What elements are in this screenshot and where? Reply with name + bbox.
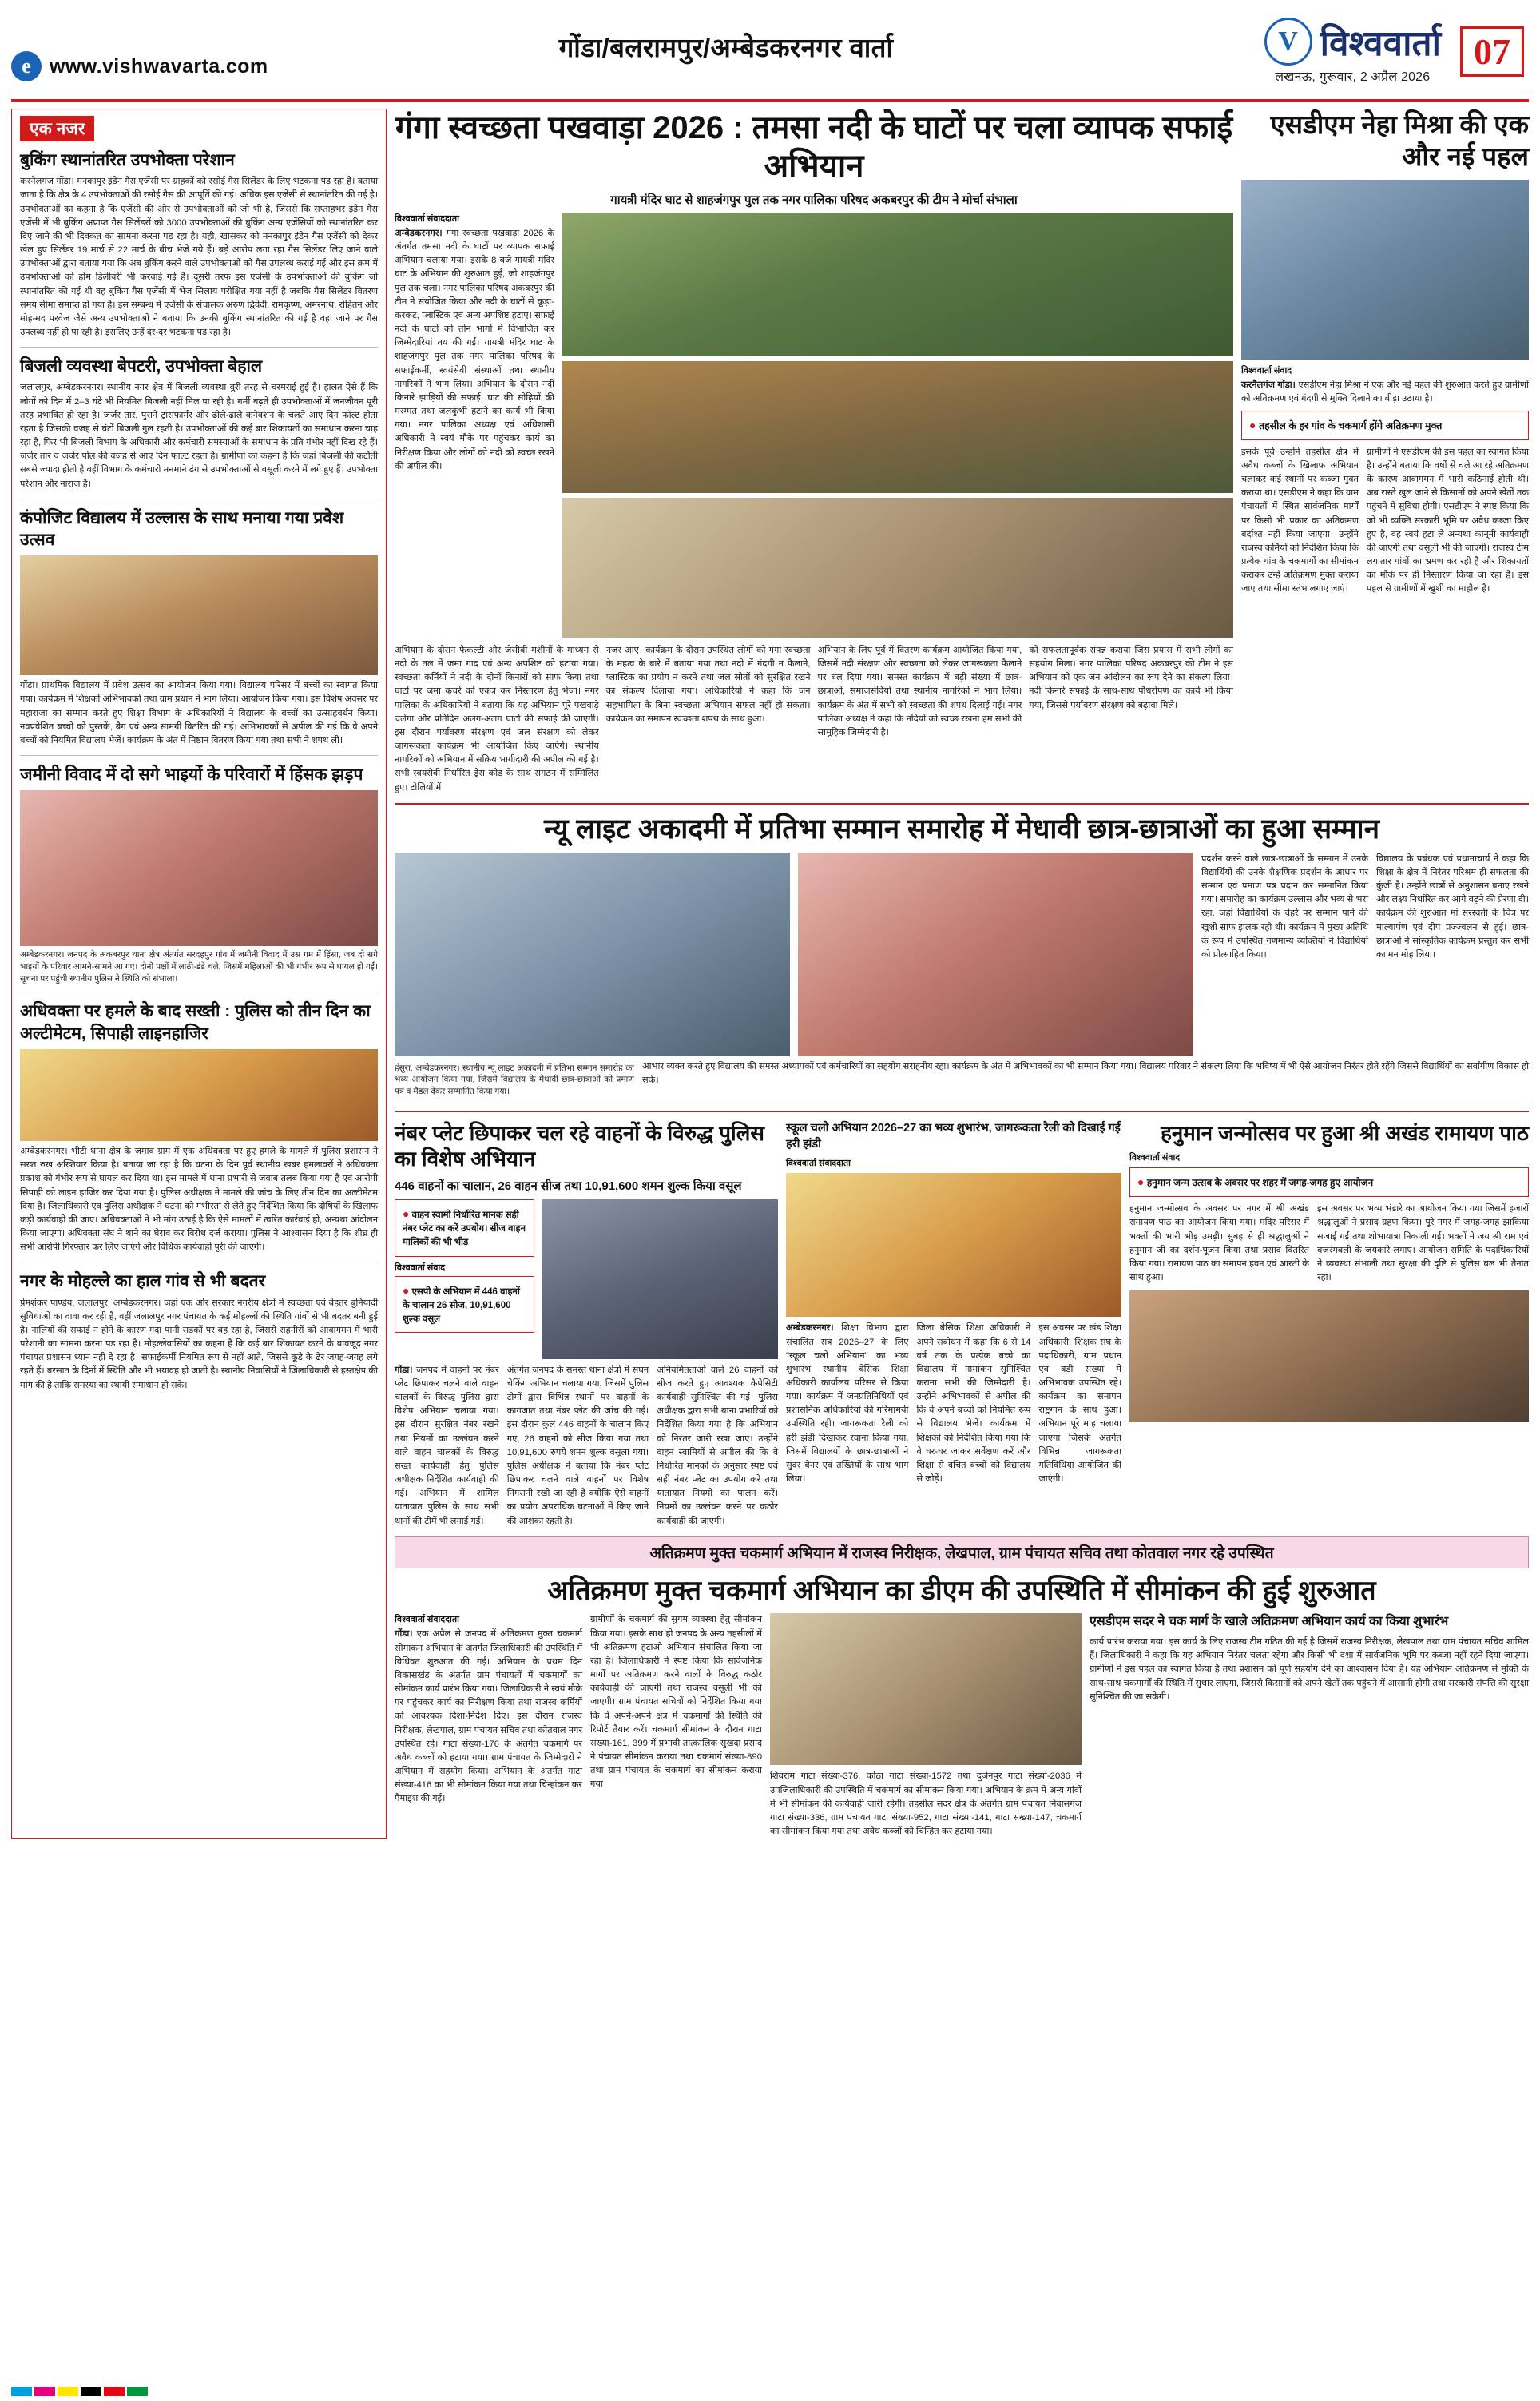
top-section: [395, 109, 1529, 795]
school-entry-festival-photo: [20, 555, 378, 675]
hanuman-story-headline[interactable]: हनुमान जन्मोत्सव पर हुआ श्री अखंड रामायण पाठ: [1161, 1120, 1529, 1145]
police-story: [395, 1120, 778, 1528]
sdm-story-highlight-text: तहसील के हर गांव के चकमार्ग होंगे अतिक्रमण मुक्त: [1258, 419, 1443, 431]
bottom-story-col-1-text-wrap: [395, 1628, 582, 1806]
sdm-story-highlight-box: [1241, 411, 1529, 440]
sdm-story-lead-text: एसडीएम नेहा मिश्रा ने एक और नई पहल की शुरुआत करते हुए ग्रामीणों को अतिक्रमण एवं गंदगी से मुक्ति दिलाने का बीड़ा उठाया है।: [1241, 380, 1529, 403]
bottom-story-col-3: शिवराम गाटा संख्या-376, कोठा गाटा संख्या-1572 तथा दुर्जनपुर गाटा संख्या-2036 में उपजिलाधिकारी की उपस्थिति में चकमार्ग का सीमांकन किया गया। अभियान के क्रम में अन्य गांवों में भी सीमांकन की कार्यवाही जारी रहेगी। तहसील सदर क्षेत्र के अंतर्गत ग्राम पंचायत निवासगंज गाटा संख्या-336, ग्राम पंचायत गाटा संख्या-952, गाटा संख्या-141, गाटा संख्या-147, चकमार्ग का सीमांकन किया गया तथा अवैध कब्जों को चिन्हित कर हटाया गया।: [770, 1771, 1082, 1837]
edition-title: गोंडा/बलरामपुर/अम्बेडकरनगर वार्ता: [558, 33, 894, 62]
hanuman-highlight-text: हनुमान जन्म उत्सव के अवसर पर शहर में जगह-जगह हुए आयोजन: [1146, 1177, 1374, 1189]
bottom-story-col-2: ग्रामीणों के चकमार्ग की सुगम व्यवस्था हेतु सीमांकन किया गया। इसके साथ ही जनपद के अन्य तहसीलों में भी अतिक्रमण हटाओ अभियान संचालित किया जा रहा है। जिलाधिकारी ने स्पष्ट किया कि सार्वजनिक मार्गों पर अतिक्रमण करने वालों के विरुद्ध कठोर कार्यवाही की जाएगी तथा राजस्व वसूली भी की जाएगी। ग्राम पंचायत सचिवों को निर्देशित किया गया कि वे अपने-अपने क्षेत्र में चकमार्गों की स्थिति की रिपोर्ट तैयार करें। चकमार्ग सीमांकन के दौरान गाटा संख्या-161, 399 में प्रभावी तात्कालिक सुखदा प्रसाद ने पंचायत सीमांकन कराया तथा चकमार्ग संख्या-890 तथा ग्राम पंचायत के चकमार्ग का सीमांकन कराया गया।: [590, 1615, 762, 1790]
main-story-lower-columns: [395, 644, 1233, 795]
police-story-boxes: [395, 1199, 534, 1359]
main-story-text-col4: अभियान के लिए पूर्व में वितरण कार्यक्रम आयोजित किया गया, जिसमें नदी संरक्षण और स्वच्छता को लेकर जागरूकता फैलाने पर बल दिया गया। समस्त कार्यक्रम में बड़ी संख्या में छात्र-छात्राओं, समाजसेवियों तथा स्थानीय नागरिकों ने भाग लिया। कार्यक्रम के अंत में सभी को स्वच्छता की शपथ दिलाई गई। नगर पालिका अध्यक्ष ने कहा कि नदियों को स्वच्छ रखना हम सभी की सामूहिक जिम्मेदारी है।: [817, 646, 1022, 737]
cmyk-swatch: [104, 2387, 125, 2396]
bottom-story-columns: [395, 1613, 1529, 1839]
main-story: [395, 109, 1233, 795]
sdm-story-lead: [1241, 379, 1529, 406]
cmyk-swatch: [34, 2387, 55, 2396]
cmyk-swatch: [58, 2387, 78, 2396]
byline: विश्ववार्ता संवाद: [395, 1262, 446, 1273]
left-item-headline[interactable]: बिजली व्यवस्था बेपटरी, उपभोक्ता बेहाल: [20, 357, 263, 376]
left-sidebar-column: [11, 109, 387, 1839]
sdm-story: [1241, 109, 1529, 795]
dm-demarcation-photo: [770, 1613, 1082, 1765]
hanuman-story-col-2: इस अवसर पर भव्य भंडारे का आयोजन किया गया जिसमें हजारों श्रद्धालुओं ने प्रसाद ग्रहण किया। पूरे नगर में जगह-जगह झांकियां सजाई गईं तथा शोभायात्रा निकाली गई। भक्तों ने जय श्री राम एवं बजरंगबली के जयकारे लगाए। आयोजन समिति के पदाधिकारियों ने व्यवस्था संभाली तथा सुरक्षा की दृष्टि से पुलिस बल भी तैनात रहा।: [1316, 1204, 1529, 1283]
bullet-icon: ●: [1137, 1175, 1145, 1189]
masthead-website-block: [11, 8, 355, 94]
sdm-story-columns: [1241, 446, 1529, 597]
main-content-column: [395, 109, 1529, 1839]
award-story-columns: [1201, 853, 1529, 962]
police-highlight-1-text: वाहन स्वामी निर्धारित मानक सही नंबर प्लेट का करें उपयोग। सीज वाहन मालिकों की भी भीड़: [403, 1210, 526, 1248]
award-story-col-1: प्रदर्शन करने वाले छात्र-छात्राओं के सम्मान में उनके विद्यार्थियों की उनके शैक्षणिक प्रदर्शन के आधार पर सम्मान एवं प्रमाण पत्र प्रदान कर सम्मानित किया गया। समारोह का कार्यक्रम उल्लास और भव्य से भरा रहा, जहां विद्यार्थियों के चेहरे पर सम्मान पाने की खुशी साफ झलक रही थी। कार्यक्रम में मुख्य अतिथि के रूप में उपस्थित गणमान्य व्यक्तियों ने विद्यार्थियों को प्रोत्साहित किया।: [1201, 853, 1369, 960]
award-story-headline[interactable]: न्यू लाइट अकादमी में प्रतिभा सम्मान समारोह में मेधावी छात्र-छात्राओं का हुआ सम्मान: [543, 813, 1380, 845]
main-story-text: [395, 227, 554, 474]
police-online-graphic: [20, 1049, 378, 1141]
main-story-body: [395, 213, 1233, 638]
byline: विश्ववार्ता संवाददाता: [395, 214, 459, 224]
left-item-body: अम्बेडकरनगर। भीटी थाना क्षेत्र के जमाव ग्राम में एक अधिवक्ता पर हुए हमले के मामले में पुलिस प्रशासन ने सख्त रुख अख्तियार किया है। बताया जा रहा है कि घटना के दिन पूर्व स्थानीय खबर हमलावरों ने अधिवक्ता प्रकाश को गंभीर रूप से घायल कर दिया था। इस मामले में थाना प्रभारी से जवाब तलब किया गया है एवं आरोपी सिपाही को लाइन हाजिर कर दिया गया है। पुलिस अधीक्षक ने मामले की जांच के लिए तीन दिन का अल्टीमेटम दिया है। जिलाधिकारी एवं पुलिस अधीक्षक ने घटना को गंभीरता से लेते हुए निर्देशित किया कि दोषियों के खिलाफ कड़ी कार्यवाही की जाए। अधिवक्ताओं ने भी मांग उठाई है कि ऐसे मामलों में त्वरित कार्रवाई हो, अन्यथा आंदोलन किया जाएगा। अधिवक्ता संघ ने थाने का घेराव कर विरोध दर्ज कराया। पुलिस ने आश्वासन दिया है कि शीघ्र ही सभी आरोपी गिरफ्तार कर लिए जाएंगे और विधिक कार्यवाही पूरी की जाएगी।: [20, 1147, 378, 1253]
main-story-headline[interactable]: गंगा स्वच्छता पखवाड़ा 2026 : तमसा नदी के घाटों पर चला व्यापक सफाई अभियान: [395, 110, 1233, 184]
section-label-ek-nazar: एक नजर: [20, 116, 94, 141]
river-cleaning-photo-1: [562, 213, 1233, 356]
bullet-icon: ●: [403, 1206, 410, 1220]
police-highlight-1: [395, 1199, 534, 1257]
award-story-col-2: विद्यालय के प्रबंधक एवं प्रधानाचार्य ने कहा कि शिक्षा के क्षेत्र में निरंतर परिश्रम ही सफलता की कुंजी है। उन्होंने छात्रों से अनुशासन बनाए रखने और लक्ष्य निर्धारित कर आगे बढ़ने की प्रेरणा दी। कार्यक्रम की शुरुआत मां सरस्वती के चित्र पर माल्यार्पण एवं दीप प्रज्ज्वलन से हुई। छात्र-छात्राओं ने सांस्कृतिक कार्यक्रम प्रस्तुत कर सभी का मन मोह लिया।: [1376, 853, 1529, 960]
left-item-body: जलालपुर, अम्बेडकरनगर। स्थानीय नगर क्षेत्र में बिजली व्यवस्था बुरी तरह से चरमराई हुई है। हालत ऐसे हैं कि लोगों को दिन में 2–3 घंटे भी नियमित बिजली नहीं मिल पा रही है। गर्मी बढ़ते ही उपभोक्ताओं में जनजीवन पूरी तरह प्रभावित हो रहा है। जर्जर तार, पुराने ट्रांसफार्मर और ढीले-ढाले कनेक्शन के चलते आए दिन फॉल्ट होता रहता है जिसकी वजह से घंटों बिजली गुल रहती है। उपभोक्ताओं की कई बार शिकायतों का समाधान करना चाह रहा है, फिर भी बिजली विभाग के अधिकारी और कर्मचारी समस्याओं के समाधान के प्रति गंभीर नहीं दिख रहे हैं। जर्जर तार व जर्जर पोल की वजह से आए दिन फाल्ट रहता है। ग्रामीणों का कहना है कि जहां बिजली की कटौती सबसे ज्यादा होती है वहीं विभाग के कर्मचारी मनमाने ढंग से उपभोक्ताओं से वसूली करने में लगे हुए हैं। उपभोक्ता परेशान और नाराज हैं।: [20, 383, 378, 489]
sdm-neha-mishra-photo: [1241, 180, 1529, 360]
bullet-icon: ●: [403, 1283, 410, 1297]
main-story-text-col2: अभियान के दौरान फैकल्टी और जेसीबी मशीनों के माध्यम से नदी के तल में जमा गाद एवं अन्य अपशिष्ट को हटाया गया। स्वच्छता कर्मियों ने नदी के दोनों किनारों को साफ किया तथा घाटों पर जमा कचरे को एकत्र कर निस्तारण हेतु भेजा। नगर पालिका के अधिकारियों ने बताया कि यह अभियान पूरे पखवाड़े चलेगा और प्रतिदिन अलग-अलग घाटों की सफाई की जाएगी। इस दौरान पर्यावरण संरक्षण एवं जल संरक्षण को लेकर जागरूकता कार्यक्रम भी आयोजित किए जाएंगे। स्थानीय नागरिकों को अभियान में सक्रिय भागीदारी की अपील की गई है। सभी स्वयंसेवी निर्धारित ड्रेस कोड के साथ संगठन में सम्मिलित हुए। टोलियों में: [395, 646, 599, 793]
award-photo-caption: हंसुरा, अम्बेडकरनगर। स्थानीय न्यू लाइट अकादमी में प्रतिभा सम्मान समारोह का भव्य आयोजन किया गया, जिसमें विद्यालय के मेधावी छात्र-छात्राओं को प्रमाण पत्र व मैडल देकर सम्मानित किया गया।: [395, 1063, 634, 1097]
police-story-top: [395, 1199, 778, 1359]
main-story-subhead: गायत्री मंदिर घाट से शाहजंगपुर पुल तक नगर पालिका परिषद अकबरपुर की टीम ने मोर्चा संभाला: [610, 193, 1018, 207]
byline: विश्ववार्ता संवाददाता: [786, 1159, 851, 1169]
website-url[interactable]: www.vishwavarta.com: [50, 54, 268, 78]
divider: [20, 347, 378, 348]
school-story-col-3: इस अवसर पर खंड शिक्षा अधिकारी, शिक्षक संघ के पदाधिकारी, ग्राम प्रधान एवं बड़ी संख्या में अभिभावक उपस्थित रहे। कार्यक्रम का समापन राष्ट्रगान के साथ हुआ। अभियान पूरे माह चलाया जाएगा जिसके अंतर्गत विभिन्न जागरूकता गतिविधियां आयोजित की जाएंगी।: [1038, 1323, 1121, 1485]
main-story-text-col3: नजर आए। कार्यक्रम के दौरान उपस्थित लोगों को गंगा स्वच्छता के महत्व के बारे में बताया गया तथा नदी में गंदगी न फैलाने, प्लास्टिक का प्रयोग न करने तथा जल स्रोतों को सुरक्षित रखने का संकल्प दिलाया गया। अधिकारियों ने कहा कि जन सहभागिता के बिना स्वच्छता अभियान सफल नहीं हो सकता। कार्यक्रम का समापन स्वच्छता शपथ के साथ हुआ।: [605, 646, 811, 724]
left-item-headline[interactable]: अधिवक्ता पर हमले के बाद सख्ती : पुलिस को तीन दिन का अल्टीमेटम, सिपाही लाइनहाजिर: [20, 1002, 371, 1043]
police-highlight-2-text: एसपी के अभियान में 446 वाहनों के चालान 26 सीज, 10,91,600 शुल्क वसूल: [403, 1286, 520, 1325]
school-story-col-1: [786, 1322, 908, 1486]
school-story-col-2: जिला बेसिक शिक्षा अधिकारी ने अपने संबोधन में कहा कि 6 से 14 वर्ष तक के प्रत्येक बच्चे का विद्यालय में नामांकन सुनिश्चित कराना सभी की जिम्मेदारी है। उन्होंने अभिभावकों से अपील की कि वे अपने बच्चों को नियमित रूप से विद्यालय भेजें। कार्यक्रम में शिक्षकों को निर्देशित किया गया कि वे घर-घर जाकर सर्वेक्षण करें और शिक्षा से वंचित बच्चों को विद्यालय से जोड़ें।: [916, 1323, 1031, 1485]
school-story: [786, 1120, 1121, 1528]
police-story-headline[interactable]: नंबर प्लेट छिपाकर चल रहे वाहनों के विरुद्ध पुलिस का विशेष अभियान: [395, 1120, 764, 1171]
dateline: गोंडा।: [395, 1365, 413, 1375]
brand-block: [1097, 8, 1529, 94]
cmyk-registration-bars-left: [11, 2387, 148, 2396]
three-story-band: [395, 1120, 1529, 1528]
school-story-headline[interactable]: स्कूल चलो अभियान 2026–27 का भव्य शुभारंभ, जागरूकता रैली को दिखाई गई हरी झंडी: [786, 1121, 1121, 1151]
bottom-story-col-1-text: एक अप्रैल से जनपद में अतिक्रमण मुक्त चकमार्ग सीमांकन अभियान के अंतर्गत जिलाधिकारी की उपस्थिति में विधिवत शुरुआत की गई। अभियान के प्रथम दिन विकासखंड के अंतर्गत ग्राम पंचायतों में चकमार्गों का सीमांकन कार्य प्रारंभ किया गया। जिलाधिकारी ने स्वयं मौके पर पहुंचकर कार्य का निरीक्षण किया तथा राजस्व कर्मियों को आवश्यक दिशा-निर्देश दिए। इस दौरान राजस्व निरीक्षक, लेखपाल, ग्राम पंचायत सचिव तथा कोतवाल नगर उपस्थित रहे। गाटा संख्या-176 के अंतर्गत चकमार्ग पर अवैध कब्जों को हटाया गया। ग्राम पंचायत के जिम्मेदारों ने अभियान में सहयोग किया। अभियान के अंतर्गत गाटा संख्या-416 का भी सीमांकन किया गया तथा चिन्हांकन कर पैमाइश की गई।: [395, 1629, 582, 1804]
left-item-body: प्रेमशंकर पाण्डेय, जलालपुर, अम्बेडकरनगर। जहां एक ओर सरकार नगरीय क्षेत्रों में स्वच्छता एवं बेहतर बुनियादी सुविधाओं का दावा कर रही है, वहीं जलालपुर नगर पंचायत के कई मोहल्लों की स्थिति गांवों से भी बदतर बनी हुई है। नालियों की सफाई न होने के कारण गंदा पानी सड़कों पर बह रहा है, जिससे राहगीरों को आवागमन में भारी परेशानी का सामना करना पड़ रहा है। मोहल्लेवासियों का कहना है कि कई बार शिकायत करने के बावजूद नगर पंचायत प्रशासन ध्यान नहीं दे रहा है। सफाईकर्मी नियमित रूप से नहीं आते, जिससे कूड़े के ढेर जगह-जगह लगे रहते हैं। बरसात के दिनों में स्थिति और भी भयावह हो जाती है। स्थानीय निवासियों ने जिलाधिकारी से हस्तक्षेप की मांग की है ताकि समस्या का स्थायी समाधान हो सके।: [20, 1298, 378, 1390]
brand-name: विश्ववार्ता: [1320, 24, 1441, 63]
left-item-body: गोंडा। प्राथमिक विद्यालय में प्रवेश उत्सव का आयोजन किया गया। विद्यालय परिसर में बच्चों का स्वागत किया गया। कार्यक्रम में शिक्षकों अभिभावकों तथा ग्राम प्रधान ने भाग लिया। आयोजन किया गया। इस विशेष अवसर पर महाराजा का सम्मान करते हुए शिक्षा विभाग के अधिकारियों ने विद्यालय के बच्चों का उत्साहवर्धन किया। नवप्रवेशित बच्चों को पुस्तकें, बैग एवं अन्य सामग्री वितरित की गई। अभिभावकों से अपील की गई कि वे अपने बच्चों को नियमित विद्यालय भेजें। कार्यक्रम के अंत में मिष्ठान वितरण किया गया तथा सभी ने शपथ ली।: [20, 681, 378, 745]
award-story-text-block: [1201, 853, 1529, 1056]
sdm-story-col-1: इसके पूर्व उन्होंने तहसील क्षेत्र में अवैध कब्जों के खिलाफ अभियान चलाकर कई स्थानों पर कब्जा मुक्त कराया था। एसडीएम ने कहा कि ग्राम पंचायतों में स्थित सार्वजनिक मार्गों पर किसी भी प्रकार का अतिक्रमण बर्दाश्त नहीं किया जाएगा। उन्होंने राजस्व कर्मियों को निर्देशित किया कि प्रत्येक गांव के चकमार्गों का सीमांकन कराकर उन्हें अतिक्रमण मुक्त कराया जाए तथा सीमा स्तंभ लगाए जाएं।: [1241, 447, 1359, 594]
brand-dateline: लखनऊ, गुरूवार, 2 अप्रैल 2026: [1275, 70, 1431, 84]
page-number: 07: [1460, 26, 1524, 77]
school-campaign-vehicle-photo: [786, 1173, 1121, 1317]
main-story-col-1: [395, 213, 554, 638]
byline: विश्ववार्ता संवाद: [1241, 365, 1292, 376]
bottom-story-photo-wrap: [770, 1613, 1082, 1839]
edition-title-block: [355, 8, 1097, 94]
divider: [395, 1111, 1529, 1112]
vishwavarta-logo-icon: V: [1264, 18, 1312, 66]
left-item-headline[interactable]: नगर के मोहल्ले का हाल गांव से भी बदतर: [20, 1272, 266, 1291]
byline: विश्ववार्ता संवाद: [1129, 1153, 1181, 1163]
byline: विश्ववार्ता संवाददाता: [395, 1615, 459, 1625]
main-story-text-col1: गंगा स्वच्छता पखवाड़ा 2026 के अंतर्गत तमसा नदी के घाटों पर व्यापक सफाई अभियान चलाया गया। इसके 8 बजे गायत्री मंदिर घाट के अभियान की शुरुआत हुई, जो शाहजंगपुर पुल तक चला। नगर पालिका परिषद अकबरपुर की टीम ने संयोजित किया और नदी के घाटों से कूड़ा-करकट, प्लास्टिक एवं अन्य अपशिष्ट हटाए। सफाई नदी के घाटों को तीन भागों में विभाजित कर जिम्मेदारियां तय की गईं। गायत्री मंदिर घाट के शाहजंगपुर पुल तक नगर पालिका परिषद के सफाईकर्मी, स्वयंसेवी संस्थाओं तथा स्थानीय नागरिकों ने भाग लिया। अभियान के दौरान नदी किनारे झाड़ियों की सफाई, घाट की सीढ़ियों की मरम्मत तथा जलकुंभी हटाने का कार्य भी किया गया। नगर पालिका अध्यक्ष एवं अधिशासी अधिकारी ने स्वयं मौके पर पहुंचकर कार्य का निरीक्षण किया और लोगों को नदी को स्वच्छ रखने की अपील की।: [395, 229, 555, 471]
bullet-icon: ●: [1249, 418, 1256, 431]
globe-icon: e: [11, 51, 42, 81]
main-story-photo-stack: [562, 213, 1233, 638]
award-story: [395, 813, 1529, 1103]
award-story-col-3: आभार व्यक्त करते हुए विद्यालय की समस्त अध्यापकों एवं कर्मचारियों का सहयोग सराहनीय रहा। कार्यक्रम के अंत में अभिभावकों का भी सम्मान किया गया। विद्यालय परिवार ने संकल्प लिया कि भविष्य में भी ऐसे आयोजन निरंतर होते रहेंगे जिससे विद्यार्थियों का सर्वांगीण विकास हो सके।: [642, 1061, 1529, 1085]
police-highlight-2: [395, 1276, 534, 1334]
bottom-story-banner: अतिक्रमण मुक्त चकमार्ग अभियान में राजस्व निरीक्षक, लेखपाल, ग्राम पंचायत सचिव तथा कोतवाल नगर रहे उपस्थित: [395, 1536, 1529, 1568]
school-story-columns: [786, 1322, 1121, 1486]
left-item-headline[interactable]: बुकिंग स्थानांतरित उपभोक्ता परेशान: [20, 151, 235, 169]
cmyk-swatch: [127, 2387, 148, 2396]
hanuman-highlight-box: [1129, 1167, 1529, 1197]
divider: [20, 755, 378, 756]
bottom-story-col-4-wrap: [1090, 1613, 1529, 1839]
left-item-body: करनैलगंज गोंडा। मनकापुर इंडेन गैस एजेंसी पर ग्राहकों को रसोई गैस सिलेंडर के लिए भटकना पड़ रहा है। बताया जाता है कि क्षेत्र के 4 उपभोक्ताओं की रसोई गैस की आपूर्ति की गई। अधिक इस एजेंसी से स्थानांतरित की गई है। उपभोक्ताओं का कहना है कि एजेंसी की ओर से उपभोक्ताओं को जो भी है, जिससे कि सप्ताहभर इंडेन गैस एजेंसी में भी बुकिंग अप्राप्त गैस सिलेंडरों को 3000 उपभोक्ताओं की बुकिंग अन्य एजेंसियों को स्थानांतरित कर दिए जाने की भी दिक्कत का सामना करना पड़ रहा है। यही, खासकर को मनकापुर इंडेन गैस एजेंसी को देकर खेल हुए सिलेंडर 19 मार्च से 22 मार्च के बीच भेजे गये हैं। बड़े आरोप लगा रहा गैस सिलेंडर लिए जाने वाले उपभोक्ताओं द्वारा बताया गया कि अब बुकिंग करने वाले उपभोक्ताओं को गैस उपलब्ध कराई गई और इस क्रम में उपभोक्ताओं को होम डिलीवरी भी करवाई गई है। दूसरी तरफ इस एजेंसी के उपभोक्ताओं की बुकिंग जो स्थानांतरित की गई थी वह बुकिंग गैस एजेंसी में भेज सिलाय परीक्षित गया नहीं है जबकि गैस सिलेंडर वितरण समय सीमा समाप्त हो गया है। इस सम्बन्ध में एजेंसी के संचालक अरुण द्विवेदी, रामकृष्ण, अमरनाथ, रोहितन और मोहम्मद परवेज जैसे अन्य उपभोक्ताओं ने बताया कि उनकी बुकिंग स्थानांतरित की गई है वहां जाने पर गैस उपलब्ध नहीं हो पा रही है। इसलिए उन्हें दर-दर भटकना पड़ रहा है।: [20, 177, 378, 338]
police-story-col-1: [395, 1364, 499, 1528]
brand-row: [1264, 18, 1441, 66]
school-story-col-1-text: शिक्षा विभाग द्वारा संचालित सत्र 2026–27 के लिए "स्कूल चलो अभियान" का भव्य शुभारंभ स्थानीय बेसिक शिक्षा अधिकारी कार्यालय परिसर से किया गया। कार्यक्रम में जनप्रतिनिधियों एवं प्रशासनिक अधिकारियों की गरिमामयी उपस्थिति रही। जागरूकता रैली को हरी झंडी दिखाकर रवाना किया गया, जिसमें विद्यालयों के छात्र-छात्राओं ने सुंदर बैनर एवं तख्तियों के साथ भाग लिया।: [786, 1323, 909, 1485]
dateline: गोंडा।: [395, 1629, 413, 1640]
bottom-story: [395, 1575, 1529, 1839]
dateline: अम्बेडकरनगर।: [786, 1323, 834, 1334]
award-ceremony-stage-photo: [395, 853, 790, 1056]
main-story-text-col5: को सफलतापूर्वक संपन्न कराया जिस प्रयास में सभी लोगों का सहयोग मिला। नगर पालिका परिषद अकबरपुर की टीम ने इस अभियान को एक जन आंदोलन का रूप देने का संकल्प लिया। नदी किनारे सफाई के साथ-साथ पौधरोपण का कार्य भी किया गया, जिससे पर्यावरण संरक्षण को बढ़ावा मिले।: [1029, 646, 1233, 710]
river-cleaning-photo-2: [562, 361, 1233, 493]
bottom-story-col-1: [395, 1613, 582, 1839]
sdm-story-col-2: ग्रामीणों ने एसडीएम की इस पहल का स्वागत किया है। उन्होंने बताया कि वर्षों से चले आ रहे अतिक्रमण के कारण आवागमन में भारी कठिनाई होती थी। अब रास्ते खुल जाने से किसानों को अपने खेतों तक पहुंचने में सुविधा होगी। एसडीएम ने स्पष्ट किया कि जो भी व्यक्ति सरकारी भूमि पर अवैध कब्जा किए हुए है, वह स्वयं हटा ले अन्यथा कानूनी कार्यवाही की जाएगी तथा वसूली भी की जाएगी। राजस्व टीम लगातार गांवों का भ्रमण कर रही है और शिकायतों का मौके पर ही निस्तारण किया जा रहा है। इस पहल से ग्रामीणों में खुशी का माहौल है।: [1366, 447, 1529, 594]
hanuman-janmotsav-photo: [1129, 1290, 1529, 1422]
two-families-clash-photo: [20, 790, 378, 946]
river-cleaning-photo-3: [562, 498, 1233, 638]
bottom-story-col-4: कार्य प्रारंभ कराया गया। इस कार्य के लिए राजस्व टीम गठित की गई है जिसमें राजस्व निरीक्षक, लेखपाल तथा ग्राम पंचायत सचिव शामिल हैं। जिलाधिकारी ने कहा कि यह अभियान निरंतर चलता रहेगा और किसी भी दशा में सार्वजनिक भूमि पर कब्जा नहीं रहने दिया जाएगा। ग्रामीणों ने इस पहल का स्वागत किया है तथा प्रशासन को पूर्ण सहयोग देने का आश्वासन दिया है। यह अभियान अतिक्रमण से मुक्ति के साथ-साथ चकमार्गों की स्थिति में सुधार लाएगा, जिससे किसानों को अपने खेतों तक पहुंचने में आसानी होगी तथा सरकारी संपत्ति की सुरक्षा सुनिश्चित की जा सकेगी।: [1090, 1637, 1529, 1702]
hanuman-story-columns: [1129, 1202, 1529, 1285]
award-story-photos: [395, 853, 1529, 1056]
dateline: करनैलगंज गोंडा।: [1241, 380, 1296, 390]
left-item-headline[interactable]: कंपोजिट विद्यालय में उल्लास के साथ मनाया गया प्रवेश उत्सव: [20, 508, 344, 550]
masthead: [11, 8, 1529, 102]
police-story-columns: [395, 1364, 778, 1528]
dateline: अम्बेडकरनगर।: [395, 229, 443, 238]
police-story-photo-wrap: [542, 1199, 778, 1359]
police-story-col-2: अंतर्गत जनपद के समस्त थाना क्षेत्रों में सघन चेकिंग अभियान चलाया गया, जिसमें पुलिस टीमों द्वारा विभिन्न स्थानों पर वाहनों के कागजात तथा नंबर प्लेट की जांच की गई। इस दौरान कुल 446 वाहनों के चालान किए गए, 26 वाहनों को सीज किया गया तथा 10,91,600 रुपये शमन शुल्क वसूला गया। पुलिस अधीक्षक ने बताया कि नंबर प्लेट छिपाकर चलने वाले वाहनों पर विशेष निगरानी रखी जा रही है क्योंकि ऐसे वाहनों का प्रयोग अपराधिक घटनाओं में किए जाने की आशंका रहती है।: [506, 1365, 649, 1526]
hanuman-story-col-1: हनुमान जन्मोत्सव के अवसर पर नगर में श्री अखंड रामायण पाठ का आयोजन किया गया। मंदिर परिसर में भक्तों की भारी भीड़ उमड़ी। सुबह से ही श्रद्धालुओं ने हनुमान जी का दर्शन-पूजन किया तथा प्रसाद वितरित किया गया। रामायण पाठ का समापन हवन एवं आरती के साथ हुआ।: [1129, 1204, 1309, 1283]
photo-caption: अम्बेडकरनगर। जनपद के अकबरपुर थाना क्षेत्र अंतर्गत सरदहपुर गांव में जमीनी विवाद में उस गम में हिंसा, जब दो सगे भाइयों के परिवार आमने-सामने आ गए। दोनों पक्षों में लाठी-डंडे चले, जिसमें महिलाओं की भी गंभीर रूप से घायल हो गईं। सूचना पर पहुंची स्थानीय पुलिस ने स्थिति को संभाला।: [20, 950, 378, 984]
police-checking-photo: [542, 1199, 778, 1359]
police-story-col-1-text: जनपद में वाहनों पर नंबर प्लेट छिपाकर चलने वाले वाहन चालकों के विरुद्ध पुलिस द्वारा विशेष अभियान चलाया गया। इस दौरान सुरक्षित नंबर रखने तथा नियमों का उल्लंघन करने वाले वाहन चालकों के विरुद्ध सख्त कार्यवाही हेतु पुलिस अधीक्षक निर्देशित कार्यवाही की गई। अभियान में शामिल यातायात पुलिस के साथ सभी थानों की टीमें भी लगाई गईं।: [395, 1365, 499, 1526]
divider: [395, 803, 1529, 805]
award-story-lower: [395, 1060, 1529, 1103]
police-story-subhead: 446 वाहनों का चालान, 26 वाहन सीज तथा 10,91,600 शमन शुल्क किया वसूल: [395, 1179, 742, 1193]
hanuman-story: [1129, 1120, 1529, 1528]
brand-box: [1264, 18, 1441, 85]
cmyk-swatch: [81, 2387, 101, 2396]
left-item-headline[interactable]: जमीनी विवाद में दो सगे भाइयों के परिवारों में हिंसक झड़प: [20, 765, 363, 785]
bottom-story-headline[interactable]: अतिक्रमण मुक्त चकमार्ग अभियान का डीएम की उपस्थिति में सीमांकन की हुई शुरुआत: [547, 1575, 1376, 1606]
page-content: [11, 109, 1529, 1839]
award-group-photo: [798, 853, 1193, 1056]
police-story-col-3: अनियमितताओं वाले 26 वाहनों को सीज करते हुए आवश्यक कैपेसिटी कार्यवाही सुनिश्चित की गई। पुलिस अधीक्षक द्वारा सभी थाना प्रभारियों को निर्देशित किया गया है कि अभियान को निरंतर जारी रखा जाए। उन्होंने वाहन स्वामियों से अपील की कि वे निर्धारित मानकों के अनुसार स्पष्ट एवं सही नंबर प्लेट का उपयोग करें तथा यातायात नियमों का पालन करें। नियमों का उल्लंघन करने पर कठोर कार्यवाही की जाएगी।: [657, 1365, 778, 1526]
cmyk-swatch: [11, 2387, 32, 2396]
sdm-story-headline[interactable]: एसडीएम नेहा मिश्रा की एक और नई पहल: [1270, 109, 1529, 172]
bottom-story-subhead: एसडीएम सदर ने चक मार्ग के खाले अतिक्रमण अभियान कार्य का किया शुभारंभ: [1090, 1615, 1449, 1629]
